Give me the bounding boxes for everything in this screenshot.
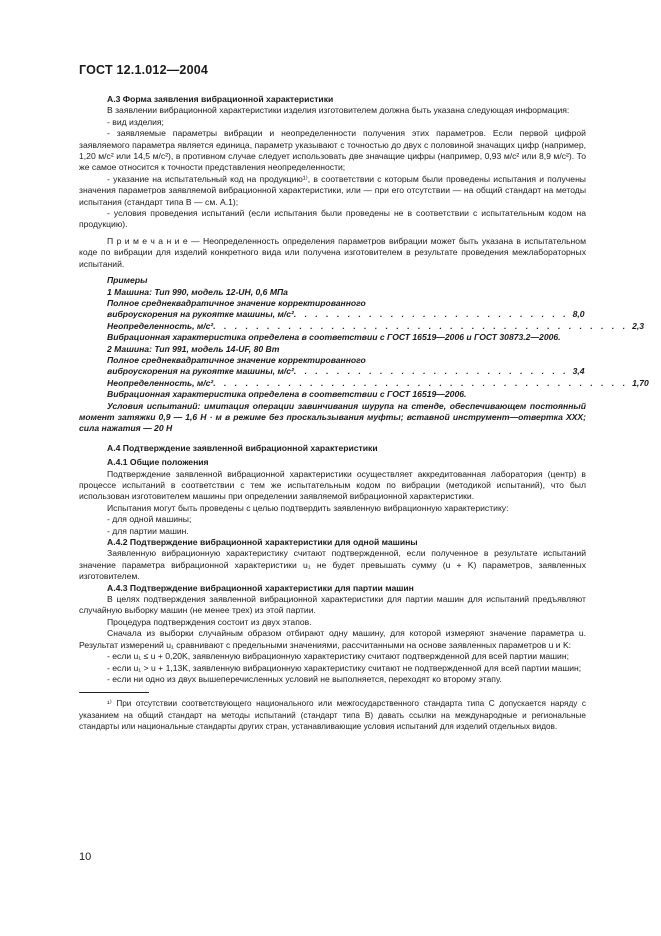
example-2-accel-value: 3,4 bbox=[572, 366, 585, 377]
document-header: ГОСТ 12.1.012—2004 bbox=[79, 63, 209, 77]
section-a42-title: А.4.2 Подтверждение вибрационной характеристики для одной машины bbox=[107, 537, 418, 548]
a41-paragraph: Испытания могут быть проведены с целью подтвердить заявленную вибрационную характеристику: bbox=[107, 502, 509, 513]
a43-paragraph: Сначала из выборки случайным образом отбирают одну машину, для которой измеряют значение параметра u. Результат измерений u₁ сравнивают с предельными значениями, рассчитанными на основе заявленных параметров u и K: bbox=[79, 628, 586, 650]
example-2-uncertainty-value: 1,70 bbox=[632, 377, 649, 388]
a3-intro: В заявлении вибрационной характеристики изделия изготовителем должна быть указана следующая информация: bbox=[107, 105, 570, 116]
a41-item: - для партии машин. bbox=[107, 525, 189, 536]
section-a41-title: А.4.1 Общие положения bbox=[107, 457, 209, 468]
a3-item: - вид изделия; bbox=[107, 116, 164, 127]
a3-item: - условия проведения испытаний (если испытания были проведены не в соответствии с испытательным кодом на продукцию). bbox=[79, 208, 586, 230]
example-1-line: Полное среднеквадратичное значение корректированного bbox=[107, 297, 366, 308]
a42-paragraph: Заявленную вибрационную характеристику считают подтвержденной, если полученное в результате испытаний значение параметра вибрационной характеристики u₁ не будет превышать сумму (u + K) параметров, заявленных изготовителем. bbox=[79, 548, 586, 582]
a43-paragraph: Процедура подтверждения состоит из двух этапов. bbox=[107, 616, 312, 627]
example-2-uncertainty-row: Неопределенность, м/с² . . . . . . . . . . . . . . . . . . . . . . . . . . . . . . . . . . . . . . . 1,70 bbox=[107, 377, 649, 388]
example-1-accel-row: виброускорения на рукоятке машины, м/с² . . . . . . . . . . . . . . . . . . . . . . . . . . 8,0 bbox=[107, 309, 585, 320]
note: П р и м е ч а н и е — Неопределенность определения параметров вибрации может быть указана в испытательном коде по вибрации для изделий конкретного вида или получена изготовителем в результате проведения межлабораторных испытаний. bbox=[79, 235, 586, 269]
section-a4-title: А.4 Подтверждение заявленной вибрационной характеристики bbox=[107, 442, 378, 453]
example-1-title: 1 Машина: Тип 990, модель 12-UH, 0,6 МПа bbox=[107, 286, 288, 297]
example-2-conditions: Условия испытаний: имитация операции завинчивания шурупа на стенде, обеспечивающем постоянный момент затяжки 0,9 — 1,6 Н · м в режиме без проскальзывания муфты; вставной инструмент—отвертка ХХХ; сила нажатия — 20 Н bbox=[79, 400, 586, 434]
section-a3-title: А.3 Форма заявления вибрационной характеристики bbox=[107, 94, 334, 104]
example-2-line: Вибрационная характеристика определена в соответствии с ГОСТ 16519—2006. bbox=[107, 389, 467, 400]
example-2-line: Полное среднеквадратичное значение корректированного bbox=[107, 354, 366, 365]
example-1-accel-value: 8,0 bbox=[572, 309, 585, 320]
page-body bbox=[79, 94, 649, 733]
a41-paragraph: Подтверждение заявленной вибрационной характеристики осуществляет аккредитованная лаборатория (центр) в процессе испытаний в соответствии с тем же испытательным кодом по вибрации (методикой испытаний), что был использован изготовителем машины при определении заявляемой вибрационной характеристики. bbox=[79, 468, 586, 502]
example-2-accel-row: виброускорения на рукоятке машины, м/с² . . . . . . . . . . . . . . . . . . . . . . . . . . 3,4 bbox=[107, 366, 585, 377]
footnote-divider bbox=[79, 692, 149, 693]
a43-item: - если u₁ > u + 1,13K, заявленную вибрационную характеристику считают не подтвержденной для всей партии машин; bbox=[107, 662, 582, 673]
section-a43-title: А.4.3 Подтверждение вибрационной характеристики для партии машин bbox=[107, 582, 414, 593]
a43-item: - если ни одно из двух вышеперечисленных условий не выполняется, переходят ко второму этапу. bbox=[107, 673, 502, 684]
a41-item: - для одной машины; bbox=[107, 514, 192, 525]
example-1-uncertainty-row: Неопределенность, м/с² . . . . . . . . . . . . . . . . . . . . . . . . . . . . . . . . . . . . . . . 2,3 bbox=[107, 320, 645, 331]
a43-paragraph: В целях подтверждения заявленной вибрационной характеристики для партии машин для испытаний предъявляют случайную выборку машин (не менее трех) из этой партии. bbox=[79, 594, 586, 616]
example-1-uncertainty-value: 2,3 bbox=[632, 320, 645, 331]
example-2-title: 2 Машина: Тип 991, модель 14-UF, 80 Вт bbox=[107, 343, 280, 354]
a43-item: - если u₁ ≤ u + 0,20K, заявленную вибрационную характеристику считают подтвержденной для всей партии машин; bbox=[107, 651, 569, 662]
example-1-accel-label: виброускорения на рукоятке машины, м/с² bbox=[107, 309, 294, 320]
page-number: 10 bbox=[79, 851, 92, 863]
example-1-uncertainty-label: Неопределенность, м/с² bbox=[107, 320, 214, 331]
examples-title: Примеры bbox=[107, 275, 148, 286]
example-2-accel-label: виброускорения на рукоятке машины, м/с² bbox=[107, 366, 294, 377]
a3-item: - указание на испытательный код на продукцию¹⁾, в соответствии с которым были проведены испытания и получены значения параметров заявляемой вибрационной характеристики, или — при его отсутствии — на общий стандарт на методы испытания (стандарт типа В — см. А.1); bbox=[79, 173, 586, 207]
a3-item: - заявляемые параметры вибрации и неопределенности получения этих параметров. Если первой цифрой заявляемого параметра является единица, параметр указывают с точностью до двух с половиной значащих цифр (например, 1,20 м/с² или 14,5 м/с²), в противном случае следует использовать две значащие цифры (например, 0,93 м/с² или 8,9 м/с²). То же самое относится к точности представления неопределенности; bbox=[79, 128, 586, 173]
example-1-line: Вибрационная характеристика определена в соответствии с ГОСТ 16519—2006 и ГОСТ 30873.2—2006. bbox=[107, 332, 561, 343]
footnote: ¹⁾ При отсутствии соответствующего национального или межгосударственного стандарта типа С допускается наряду с указанием на общий стандарт на методы испытаний (стандарт типа В) давать ссылки на международные и региональные стандарты или национальные стандарты других стран, устанавливающие условия испытаний для изделий отдельных видов. bbox=[79, 699, 586, 732]
example-2-uncertainty-label: Неопределенность, м/с² bbox=[107, 377, 214, 388]
